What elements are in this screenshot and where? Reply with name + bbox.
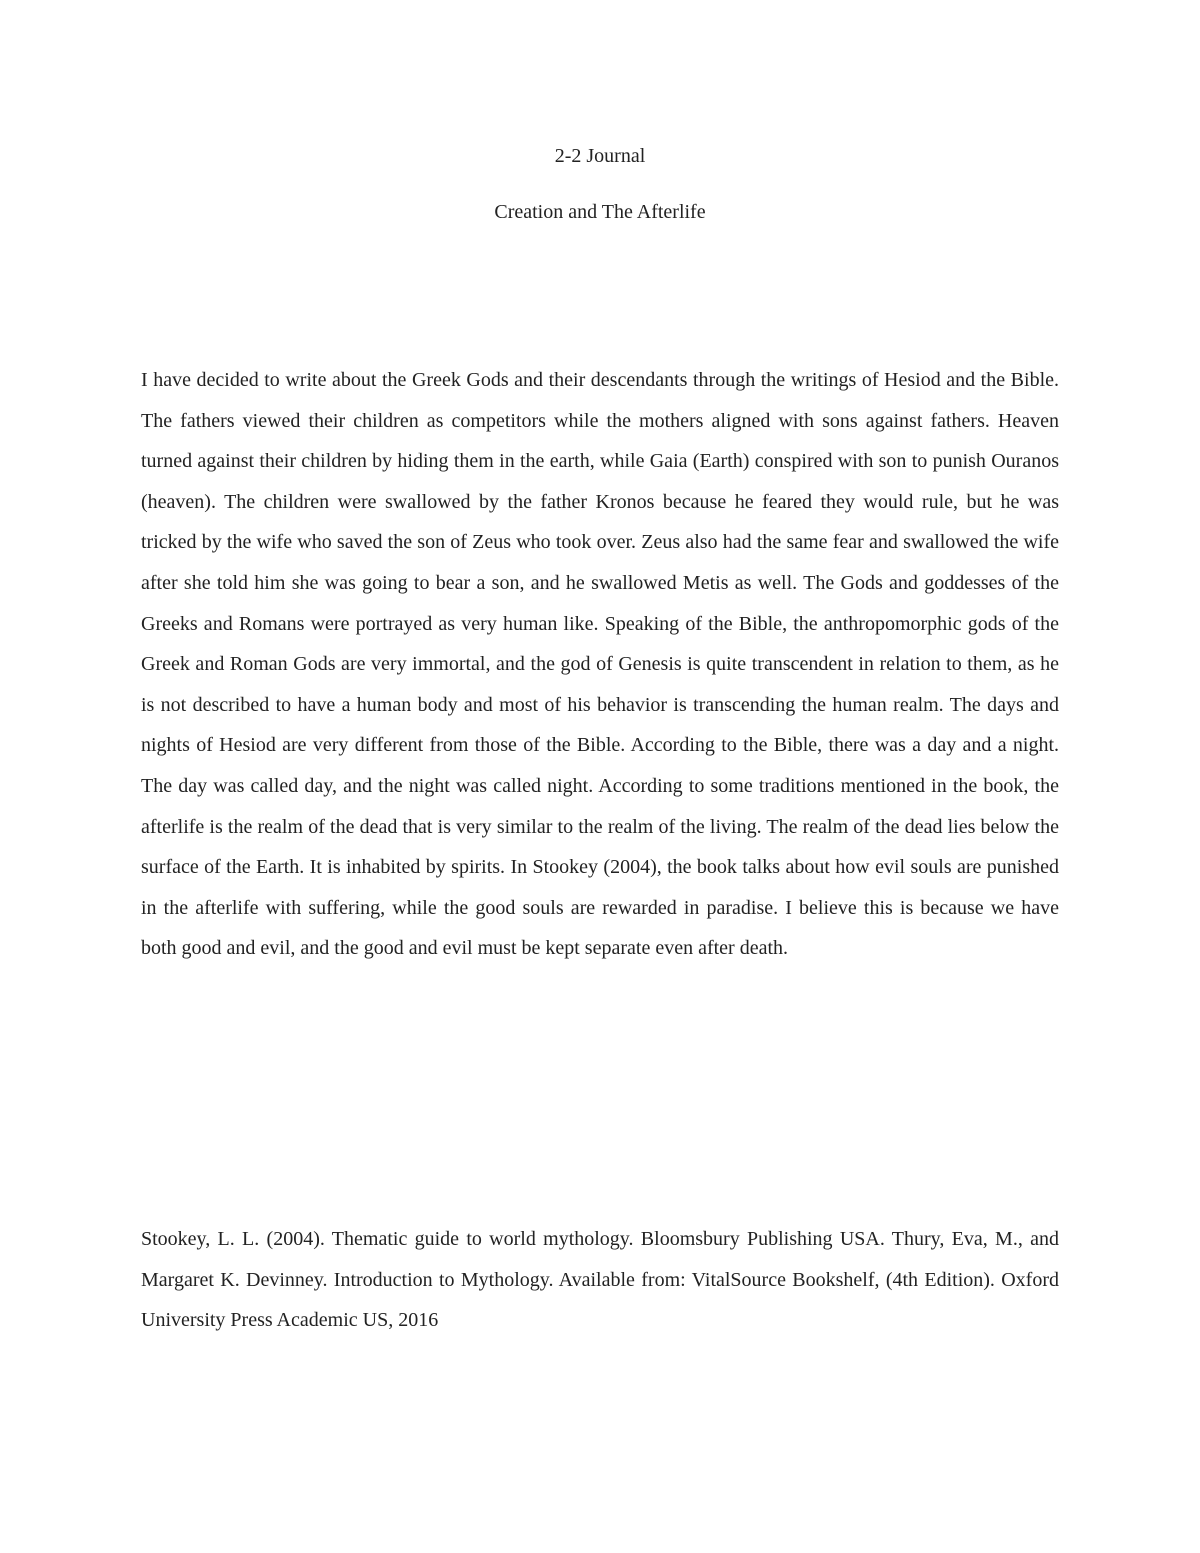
document-title: 2-2 Journal xyxy=(554,145,646,167)
document-subtitle: Creation and The Afterlife xyxy=(494,201,706,223)
references-paragraph: Stookey, L. L. (2004). Thematic guide to world mythology. Bloomsbury Publishing USA. Thury, Eva, M., and Margaret K. Devinney. Introduction to Mythology. Available from: VitalSource Bookshelf, (4th Edition). Oxford University Press Academic US, 2016 xyxy=(141,1228,1059,1332)
essay-paragraph: I have decided to write about the Greek Gods and their descendants through the writings of Hesiod and the Bible. The fathers viewed their children as competitors while the mothers aligned with sons against fathers. Heaven turned against their children by hiding them in the earth, while Gaia (Earth) conspired with son to punish Ouranos (heaven). The children were swallowed by the father Kronos because he feared they would rule, but he was tricked by the wife who saved the son of Zeus who took over. Zeus also had the same fear and swallowed the wife after she told him she was going to bear a son, and he swallowed Metis as well. The Gods and goddesses of the Greeks and Romans were portrayed as very human like. Speaking of the Bible, the anthropomorphic gods of the Greek and Roman Gods are very immortal, and the god of Genesis is quite transcendent in relation to them, as he is not described to have a human body and most of his behavior is transcending the human realm. The days and nights of Hesiod are very different from those of the Bible. According to the Bible, there was a day and a night. The day was called day, and the night was called night. According to some traditions mentioned in the book, the afterlife is the realm of the dead that is very similar to the realm of the living. The realm of the dead lies below the surface of the Earth. It is inhabited by spirits. In Stookey (2004), the book talks about how evil souls are punished in the afterlife with suffering, while the good souls are rewarded in paradise. I believe this is because we have both good and evil, and the good and evil must be kept separate even after death. xyxy=(141,369,1059,960)
